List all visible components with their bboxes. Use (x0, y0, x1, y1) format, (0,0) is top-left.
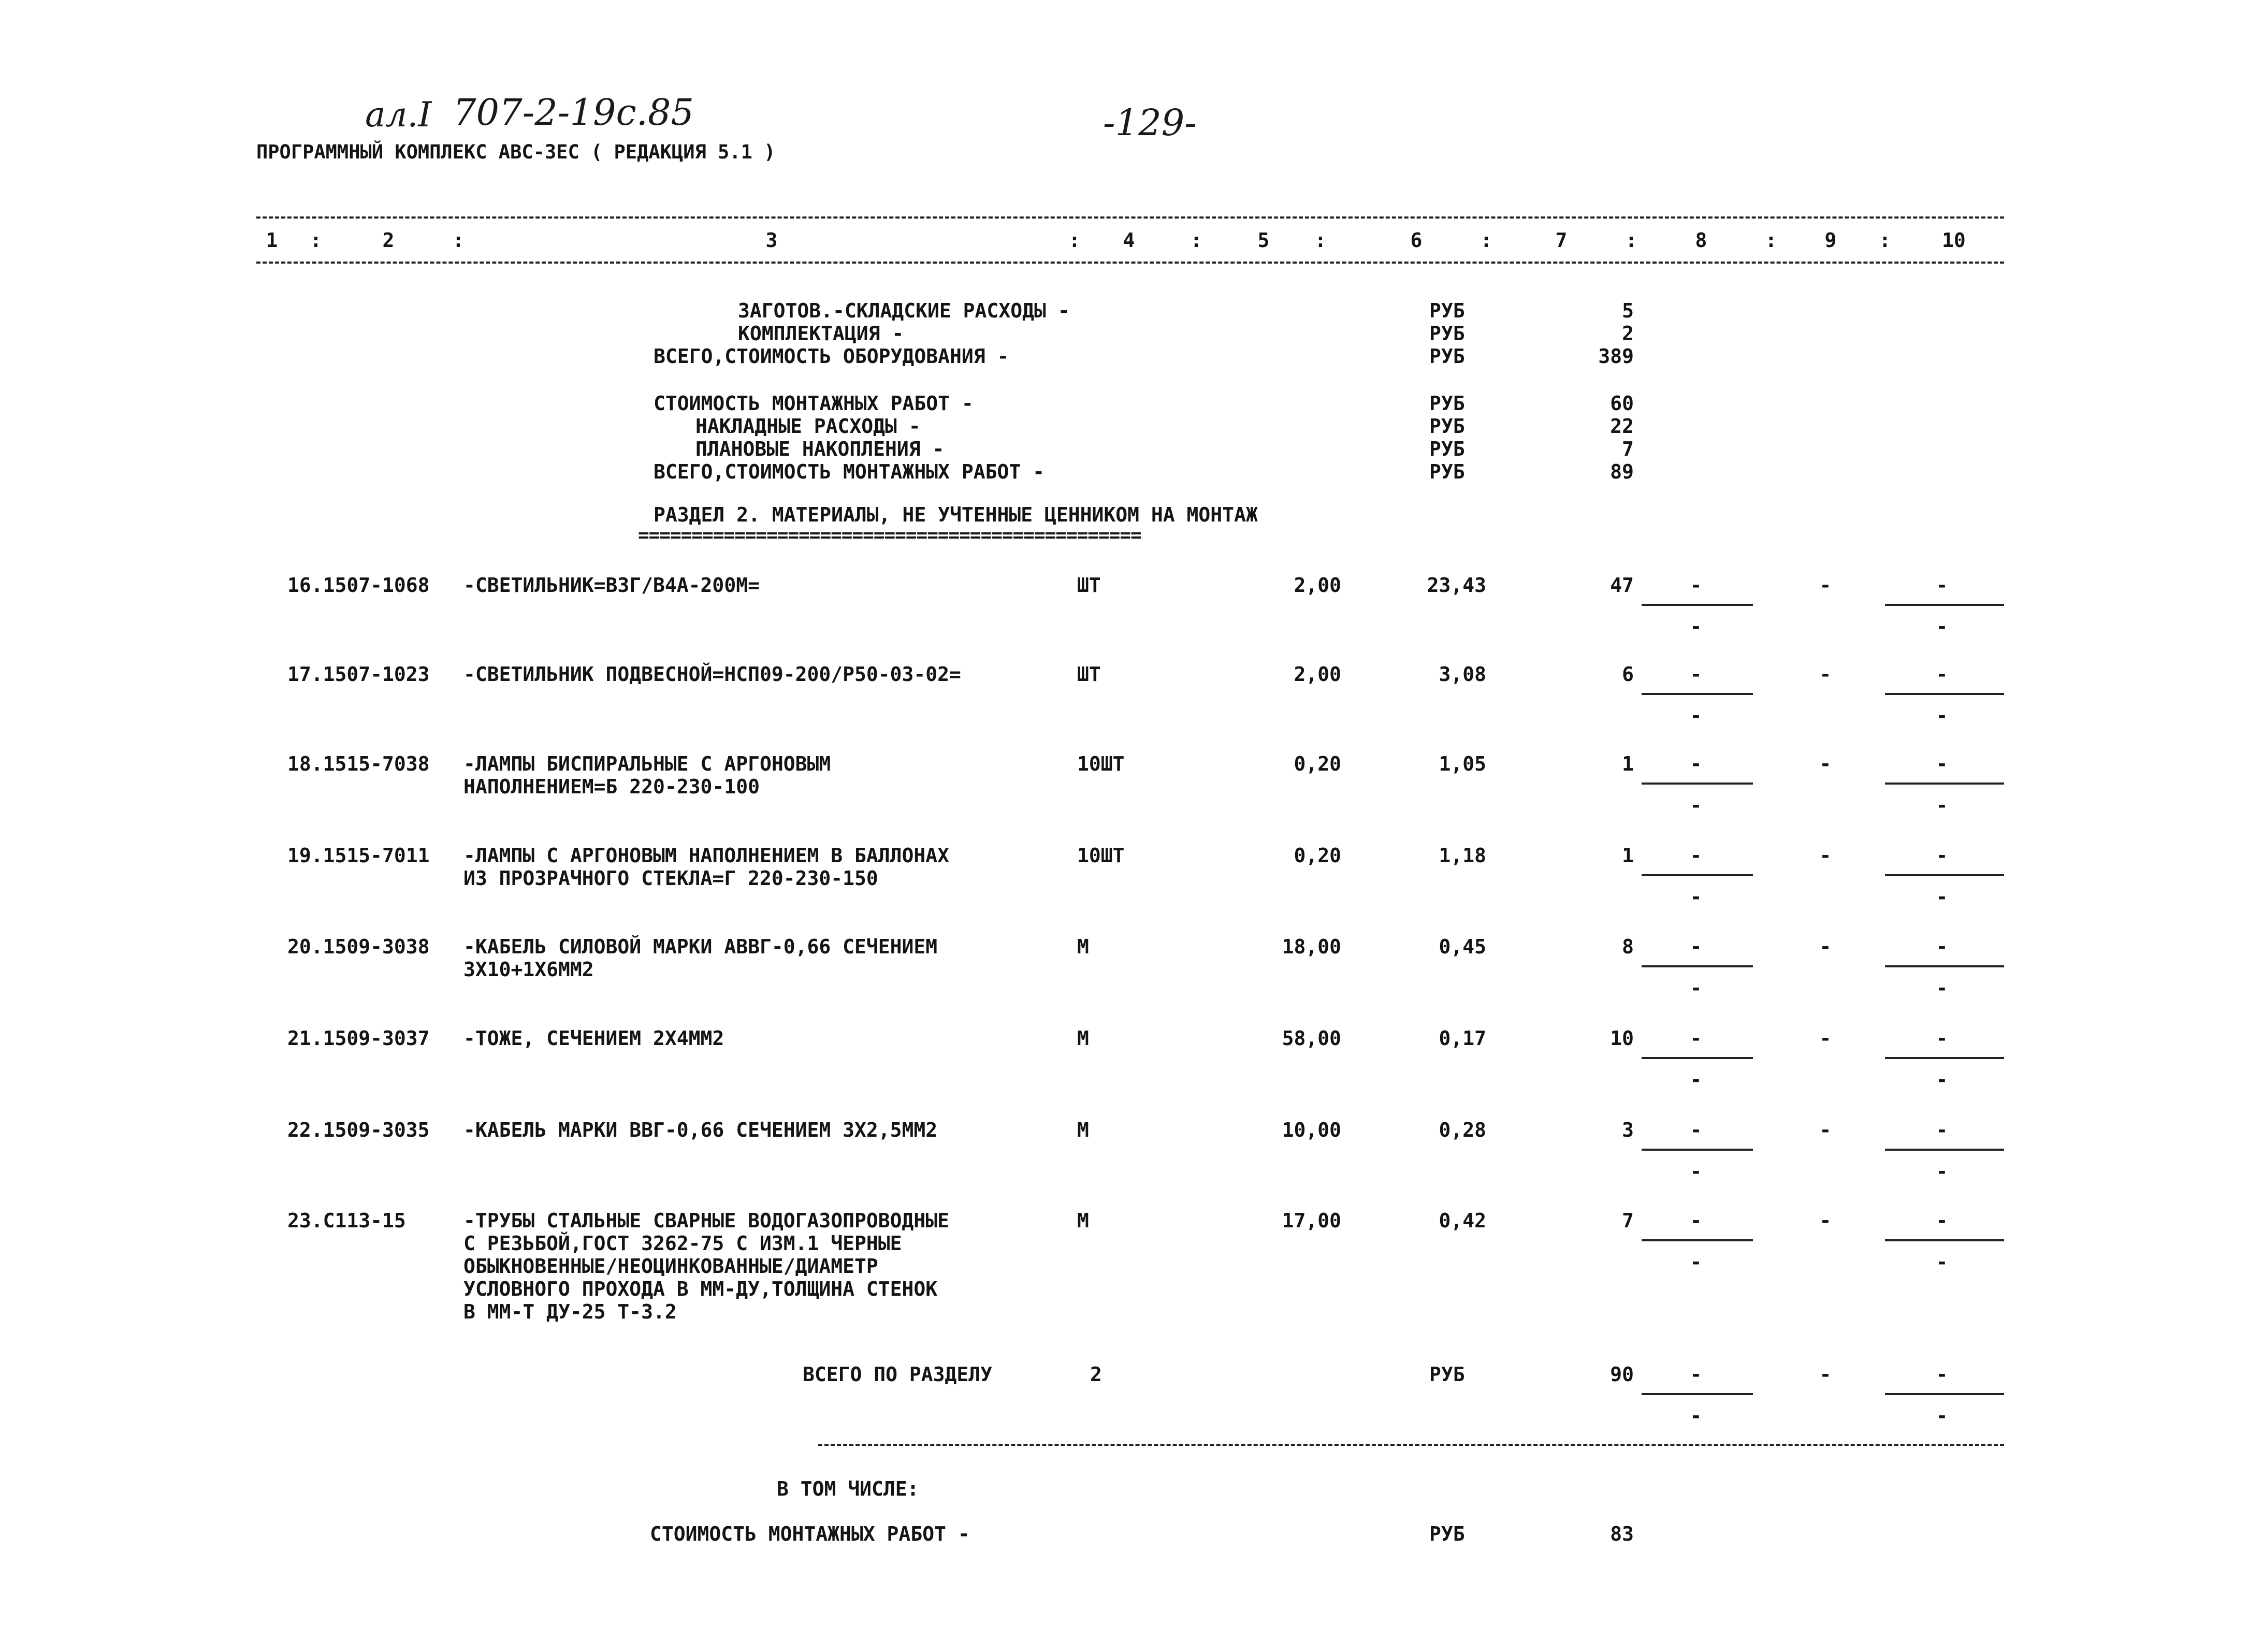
item-col8-rule (1642, 604, 1753, 606)
item-col8-rule (1642, 782, 1753, 785)
item-description: С РЕЗЬБОЙ,ГОСТ 3262-75 С ИЗМ.1 ЧЕРНЫЕ (463, 1232, 902, 1255)
item-col8-sub: - (1690, 1251, 1702, 1273)
item-total: 10 (1610, 1027, 1634, 1050)
item-code: 17.1507-1023 (287, 663, 430, 686)
column-number-7: 7 (1555, 229, 1568, 252)
item-col8-sub: - (1690, 977, 1702, 999)
including-row-unit: РУБ (1429, 1523, 1465, 1545)
summary-unit: РУБ (1429, 460, 1465, 483)
item-col8-rule (1642, 874, 1753, 876)
item-col8-rule (1642, 1239, 1753, 1241)
summary-value: 7 (1622, 438, 1634, 460)
item-col10-rule (1885, 782, 2004, 785)
item-price: 3,08 (1439, 663, 1486, 686)
summary-label: ВСЕГО,СТОИМОСТЬ ОБОРУДОВАНИЯ - (654, 345, 1009, 368)
item-code: 23.С113-15 (287, 1209, 406, 1232)
item-code: 21.1509-3037 (287, 1027, 430, 1050)
item-description: -ТОЖЕ, СЕЧЕНИЕМ 2Х4ММ2 (463, 1027, 724, 1050)
item-col8-sub: - (1690, 704, 1702, 727)
handwritten-prefix: ал.Ӏ (365, 95, 432, 135)
item-description: -СВЕТИЛЬНИК=ВЗГ/В4А-200М= (463, 574, 760, 597)
item-total: 6 (1622, 663, 1634, 686)
section-total-unit: РУБ (1429, 1363, 1465, 1386)
item-col10: - (1936, 1119, 1948, 1141)
item-col10: - (1936, 663, 1948, 686)
item-description: -КАБЕЛЬ СИЛОВОЙ МАРКИ АВВГ-0,66 СЕЧЕНИЕМ (463, 935, 938, 958)
section-total-rule (818, 1444, 2004, 1446)
item-quantity: 18,00 (1282, 935, 1341, 958)
item-col10: - (1936, 574, 1948, 597)
item-col10-rule (1885, 693, 2004, 695)
item-col10: - (1936, 935, 1948, 958)
handwritten-document-code: 707-2-19с.85 (453, 91, 694, 134)
summary-label: ПЛАНОВЫЕ НАКОПЛЕНИЯ - (695, 438, 945, 460)
item-unit: М (1077, 935, 1089, 958)
column-number-6: 6 (1410, 229, 1423, 252)
item-description: -ЛАМПЫ БИСПИРАЛЬНЫЕ С АРГОНОВЫМ (463, 752, 831, 775)
item-col10-sub: - (1936, 1160, 1948, 1183)
item-col9: - (1819, 663, 1832, 686)
item-total: 1 (1622, 752, 1634, 775)
total-col10-sub: - (1936, 1404, 1948, 1427)
summary-value: 22 (1610, 415, 1634, 438)
item-description: УСЛОВНОГО ПРОХОДА В ММ-ДУ,ТОЛЩИНА СТЕНОК (463, 1278, 938, 1300)
item-col10: - (1936, 1209, 1948, 1232)
column-number-5: 5 (1257, 229, 1270, 252)
item-col8: - (1690, 1119, 1702, 1141)
item-col8-sub: - (1690, 1160, 1702, 1183)
item-col8-sub: - (1690, 886, 1702, 908)
column-separator: : (1879, 229, 1891, 252)
item-col10: - (1936, 844, 1948, 867)
item-unit: ШТ (1077, 663, 1101, 686)
item-col10-sub: - (1936, 1251, 1948, 1273)
item-quantity: 0,20 (1294, 752, 1341, 775)
item-col10-rule (1885, 965, 2004, 967)
item-description: ОБЫКНОВЕННЫЕ/НЕОЦИНКОВАННЫЕ/ДИАМЕТР (463, 1255, 878, 1278)
column-separator: : (1068, 229, 1081, 252)
item-price: 0,42 (1439, 1209, 1486, 1232)
column-number-4: 4 (1123, 229, 1135, 252)
summary-label: НАКЛАДНЫЕ РАСХОДЫ - (695, 415, 921, 438)
summary-unit: РУБ (1429, 322, 1465, 345)
page-number: -129- (1103, 102, 1197, 144)
item-col9: - (1819, 844, 1832, 867)
summary-value: 389 (1598, 345, 1634, 368)
item-col8-rule (1642, 1057, 1753, 1059)
item-col8-sub: - (1690, 794, 1702, 817)
header-rule-bottom (256, 262, 2004, 264)
item-total: 7 (1622, 1209, 1634, 1232)
item-description: -КАБЕЛЬ МАРКИ ВВГ-0,66 СЕЧЕНИЕМ 3Х2,5ММ2 (463, 1119, 938, 1141)
item-col9: - (1819, 574, 1832, 597)
including-row-label: СТОИМОСТЬ МОНТАЖНЫХ РАБОТ - (650, 1523, 970, 1545)
summary-unit: РУБ (1429, 299, 1465, 322)
item-price: 0,45 (1439, 935, 1486, 958)
item-col8: - (1690, 574, 1702, 597)
column-separator: : (1765, 229, 1777, 252)
item-col8: - (1690, 663, 1702, 686)
item-col8-sub: - (1690, 615, 1702, 638)
column-separator: : (452, 229, 465, 252)
item-col9: - (1819, 752, 1832, 775)
section-total-value: 90 (1610, 1363, 1634, 1386)
item-col8: - (1690, 844, 1702, 867)
item-description: -ЛАМПЫ С АРГОНОВЫМ НАПОЛНЕНИЕМ В БАЛЛОНАХ (463, 844, 949, 867)
item-total: 1 (1622, 844, 1634, 867)
item-description: НАПОЛНЕНИЕМ=Б 220-230-100 (463, 775, 760, 798)
column-header (0, 229, 2263, 255)
item-code: 18.1515-7038 (287, 752, 430, 775)
item-price: 1,05 (1439, 752, 1486, 775)
item-unit: М (1077, 1209, 1089, 1232)
item-col10-sub: - (1936, 704, 1948, 727)
total-col10: - (1936, 1363, 1948, 1386)
item-col10-rule (1885, 1149, 2004, 1151)
item-col8: - (1690, 1027, 1702, 1050)
item-unit: М (1077, 1027, 1089, 1050)
total-col9: - (1819, 1363, 1832, 1386)
summary-unit: РУБ (1429, 345, 1465, 368)
item-col10-sub: - (1936, 794, 1948, 817)
section-total-number: 2 (1090, 1363, 1102, 1386)
item-col10-rule (1885, 1057, 2004, 1059)
summary-value: 5 (1622, 299, 1634, 322)
item-col8-sub: - (1690, 1068, 1702, 1091)
section-underline: =============================================== (638, 525, 1141, 546)
item-code: 20.1509-3038 (287, 935, 430, 958)
item-col10-sub: - (1936, 1068, 1948, 1091)
item-col10-sub: - (1936, 615, 1948, 638)
summary-unit: РУБ (1429, 438, 1465, 460)
item-col9: - (1819, 935, 1832, 958)
column-number-9: 9 (1824, 229, 1837, 252)
header-rule-top (256, 216, 2004, 219)
item-quantity: 0,20 (1294, 844, 1341, 867)
item-description: 3Х10+1Х6ММ2 (463, 958, 594, 981)
section-title: РАЗДЕЛ 2. МАТЕРИАЛЫ, НЕ УЧТЕННЫЕ ЦЕННИКОМ НА МОНТАЖ (654, 503, 1258, 526)
summary-value: 89 (1610, 460, 1634, 483)
item-total: 3 (1622, 1119, 1634, 1141)
item-quantity: 58,00 (1282, 1027, 1341, 1050)
item-price: 23,43 (1427, 574, 1486, 597)
item-col8-rule (1642, 965, 1753, 967)
column-number-3: 3 (765, 229, 778, 252)
total-col8: - (1690, 1363, 1702, 1386)
item-col10-rule (1885, 604, 2004, 606)
summary-value: 60 (1610, 392, 1634, 415)
item-quantity: 2,00 (1294, 663, 1341, 686)
including-label: В ТОМ ЧИСЛЕ: (777, 1477, 919, 1500)
including-row-value: 83 (1610, 1523, 1634, 1545)
column-number-10: 10 (1942, 229, 1966, 252)
summary-unit: РУБ (1429, 415, 1465, 438)
item-quantity: 17,00 (1282, 1209, 1341, 1232)
summary-label: СТОИМОСТЬ МОНТАЖНЫХ РАБОТ - (654, 392, 974, 415)
item-unit: М (1077, 1119, 1089, 1141)
total-col8-rule (1642, 1393, 1753, 1395)
item-col9: - (1819, 1209, 1832, 1232)
column-number-1: 1 (266, 229, 278, 252)
item-description: -ТРУБЫ СТАЛЬНЫЕ СВАРНЫЕ ВОДОГАЗОПРОВОДНЫЕ (463, 1209, 949, 1232)
summary-label: ВСЕГО,СТОИМОСТЬ МОНТАЖНЫХ РАБОТ - (654, 460, 1045, 483)
item-code: 22.1509-3035 (287, 1119, 430, 1141)
column-separator: : (1190, 229, 1202, 252)
summary-unit: РУБ (1429, 392, 1465, 415)
column-separator: : (1625, 229, 1637, 252)
item-code: 16.1507-1068 (287, 574, 430, 597)
item-col9: - (1819, 1027, 1832, 1050)
item-col10: - (1936, 1027, 1948, 1050)
summary-label: КОМПЛЕКТАЦИЯ - (738, 322, 904, 345)
summary-value: 2 (1622, 322, 1634, 345)
program-title: ПРОГРАММНЫЙ КОМПЛЕКС АВС-3ЕС ( РЕДАКЦИЯ 5.1 ) (256, 141, 776, 163)
item-col8: - (1690, 935, 1702, 958)
column-separator: : (1480, 229, 1492, 252)
summary-label: ЗАГОТОВ.-СКЛАДСКИЕ РАСХОДЫ - (738, 299, 1070, 322)
column-separator: : (310, 229, 322, 252)
item-total: 8 (1622, 935, 1634, 958)
item-description: ИЗ ПРОЗРАЧНОГО СТЕКЛА=Г 220-230-150 (463, 867, 878, 890)
item-unit: 10ШТ (1077, 752, 1125, 775)
item-col10: - (1936, 752, 1948, 775)
item-col10-sub: - (1936, 977, 1948, 999)
item-price: 0,17 (1439, 1027, 1486, 1050)
section-total-label: ВСЕГО ПО РАЗДЕЛУ (803, 1363, 993, 1386)
column-number-8: 8 (1695, 229, 1707, 252)
item-col8: - (1690, 752, 1702, 775)
item-col10-rule (1885, 874, 2004, 876)
item-code: 19.1515-7011 (287, 844, 430, 867)
item-price: 1,18 (1439, 844, 1486, 867)
item-quantity: 2,00 (1294, 574, 1341, 597)
item-description: -СВЕТИЛЬНИК ПОДВЕСНОЙ=НСП09-200/Р50-03-02= (463, 663, 961, 686)
item-description: В ММ-Т ДУ-25 Т-3.2 (463, 1300, 677, 1323)
item-unit: ШТ (1077, 574, 1101, 597)
item-total: 47 (1610, 574, 1634, 597)
item-col10-sub: - (1936, 886, 1948, 908)
column-number-2: 2 (382, 229, 395, 252)
item-quantity: 10,00 (1282, 1119, 1341, 1141)
total-col8-sub: - (1690, 1404, 1702, 1427)
item-price: 0,28 (1439, 1119, 1486, 1141)
column-separator: : (1314, 229, 1327, 252)
item-col8-rule (1642, 693, 1753, 695)
item-unit: 10ШТ (1077, 844, 1125, 867)
item-col8-rule (1642, 1149, 1753, 1151)
total-col10-rule (1885, 1393, 2004, 1395)
item-col8: - (1690, 1209, 1702, 1232)
item-col9: - (1819, 1119, 1832, 1141)
item-col10-rule (1885, 1239, 2004, 1241)
